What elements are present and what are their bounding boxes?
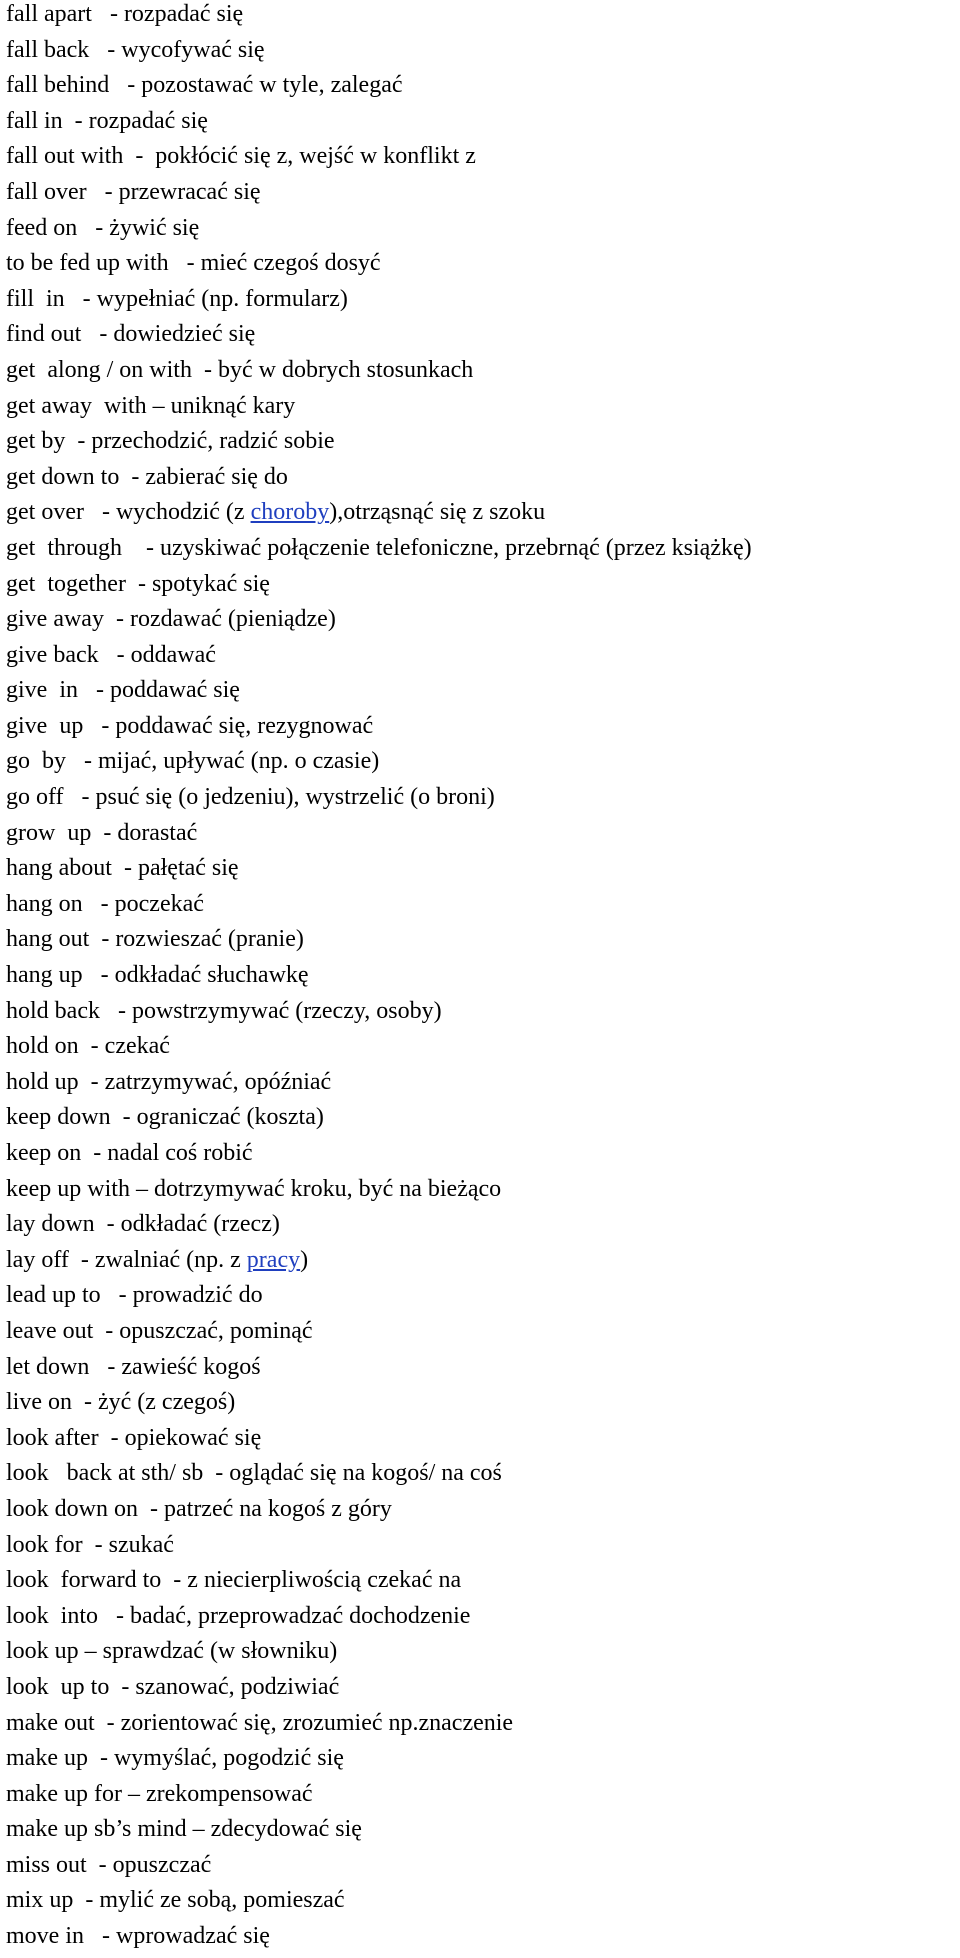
list-item [6, 570, 960, 606]
list-item [6, 463, 960, 499]
entry-text: mix up - mylić ze sobą, pomieszać [6, 1887, 345, 1914]
list-item [6, 71, 960, 107]
entry-text: look forward to - z niecierpliwością czekać na [6, 1567, 462, 1594]
list-item [6, 107, 960, 143]
list-item [6, 1709, 960, 1745]
list-item [6, 249, 960, 285]
entry-text: get by - przechodzić, radzić sobie [6, 428, 335, 455]
entry-text: let down - zawieść kogoś [6, 1353, 261, 1380]
list-item [6, 534, 960, 570]
entry-text-tail: ) [300, 1246, 309, 1273]
list-item [6, 498, 960, 534]
list-item [6, 1281, 960, 1317]
list-item [6, 676, 960, 712]
entry-text: miss out - opuszczać [6, 1851, 212, 1878]
list-item [6, 819, 960, 855]
entry-text: look up – sprawdzać (w słowniku) [6, 1638, 338, 1665]
entry-text: live on - żyć (z czegoś) [6, 1389, 236, 1416]
list-item [6, 356, 960, 392]
phrasal-verb-list [6, 0, 960, 1958]
entry-text: feed on - żywić się [6, 214, 200, 241]
list-item [6, 1815, 960, 1851]
list-item [6, 1459, 960, 1495]
list-item [6, 285, 960, 321]
list-item [6, 36, 960, 72]
list-item [6, 712, 960, 748]
entry-text: get along / on with - być w dobrych stosunkach [6, 356, 474, 383]
entry-text: look after - opiekować się [6, 1424, 262, 1451]
entry-text: hang out - rozwieszać (pranie) [6, 926, 304, 953]
entry-text: make up sb’s mind – zdecydować się [6, 1816, 362, 1843]
list-item [6, 142, 960, 178]
entry-text: get through - uzyskiwać połączenie telefoniczne, przebrnąć (przez książkę) [6, 534, 752, 561]
entry-text: fall out with - pokłócić się z, wejść w konflikt z [6, 143, 476, 170]
entry-text: hang up - odkładać słuchawkę [6, 962, 309, 989]
list-item [6, 1566, 960, 1602]
entry-text: look down on - patrzeć na kogoś z góry [6, 1495, 392, 1522]
list-item [6, 1317, 960, 1353]
entry-text: get down to - zabierać się do [6, 463, 288, 490]
entry-text: fall in - rozpadać się [6, 107, 208, 134]
entry-text: grow up - dorastać [6, 819, 198, 846]
list-item [6, 178, 960, 214]
list-item [6, 0, 960, 36]
entry-text: lead up to - prowadzić do [6, 1282, 263, 1309]
entry-text: fall over - przewracać się [6, 178, 261, 205]
entry-text: go by - mijać, upływać (np. o czasie) [6, 748, 380, 775]
list-item [6, 1424, 960, 1460]
entry-text: fall behind - pozostawać w tyle, zalegać [6, 72, 403, 99]
entry-text: hang on - poczekać [6, 890, 204, 917]
list-item [6, 1210, 960, 1246]
entry-text: lay off - zwalniać (np. z [6, 1246, 247, 1273]
list-item [6, 997, 960, 1033]
entry-text: get over - wychodzić (z [6, 499, 251, 526]
list-item [6, 392, 960, 428]
list-item [6, 214, 960, 250]
entry-text: give up - poddawać się, rezygnować [6, 712, 374, 739]
entry-text: to be fed up with - mieć czegoś dosyć [6, 250, 381, 277]
entry-text: give away - rozdawać (pieniądze) [6, 606, 336, 633]
list-item [6, 641, 960, 677]
list-item [6, 1139, 960, 1175]
entry-text: look up to - szanować, podziwiać [6, 1673, 340, 1700]
entry-text: get together - spotykać się [6, 570, 270, 597]
entry-text: find out - dowiedzieć się [6, 321, 256, 348]
entry-text: hang about - pałętać się [6, 855, 239, 882]
list-item [6, 1673, 960, 1709]
list-item [6, 961, 960, 997]
entry-text: make up for – zrekompensować [6, 1780, 313, 1807]
list-item [6, 1637, 960, 1673]
entry-text: keep on - nadal coś robić [6, 1140, 253, 1166]
entry-text: leave out - opuszczać, pominąć [6, 1317, 313, 1344]
entry-text: fall back - wycofywać się [6, 36, 265, 63]
entry-link[interactable]: choroby [250, 499, 330, 526]
entry-text: give back - oddawać [6, 641, 216, 668]
list-item [6, 1495, 960, 1531]
entry-text: fall apart - rozpadać się [6, 1, 244, 27]
list-item [6, 1103, 960, 1139]
list-item [6, 890, 960, 926]
entry-text: hold on - czekać [6, 1033, 170, 1060]
list-item [6, 605, 960, 641]
entry-text: look into - badać, przeprowadzać dochodzenie [6, 1602, 471, 1629]
list-item [6, 925, 960, 961]
entry-text: hold up - zatrzymywać, opóźniać [6, 1068, 332, 1095]
list-item [6, 1744, 960, 1780]
list-item [6, 854, 960, 890]
list-item [6, 1780, 960, 1816]
list-item [6, 747, 960, 783]
entry-text: move in - wprowadzać się [6, 1923, 270, 1950]
entry-text: make out - zorientować się, zrozumieć np.znaczenie [6, 1709, 514, 1736]
entry-text: lay down - odkładać (rzecz) [6, 1211, 280, 1238]
entry-link[interactable]: pracy [246, 1246, 301, 1273]
list-item [6, 320, 960, 356]
list-item [6, 1246, 960, 1282]
entry-text: get away with – uniknąć kary [6, 392, 296, 419]
list-item [6, 1388, 960, 1424]
entry-text: give in - poddawać się [6, 677, 240, 704]
list-item [6, 1602, 960, 1638]
list-item [6, 1353, 960, 1389]
entry-text: look back at sth/ sb - oglądać się na kogoś/ na coś [6, 1460, 502, 1487]
list-item [6, 1531, 960, 1567]
list-item [6, 783, 960, 819]
entry-text-tail: ),otrząsnąć się z szoku [329, 499, 546, 526]
entry-text: go off - psuć się (o jedzeniu), wystrzelić (o broni) [6, 784, 495, 811]
entry-text: make up - wymyślać, pogodzić się [6, 1745, 344, 1772]
list-item [6, 1886, 960, 1922]
entry-text: fill in - wypełniać (np. formularz) [6, 285, 348, 312]
list-item [6, 1851, 960, 1887]
list-item [6, 1032, 960, 1068]
list-item [6, 1922, 960, 1958]
list-item [6, 427, 960, 463]
entry-text: keep down - ograniczać (koszta) [6, 1104, 324, 1131]
list-item [6, 1068, 960, 1104]
entry-text: look for - szukać [6, 1531, 174, 1558]
entry-text: keep up with – dotrzymywać kroku, być na bieżąco [6, 1175, 502, 1202]
entry-text: hold back - powstrzymywać (rzeczy, osoby) [6, 997, 442, 1024]
list-item [6, 1175, 960, 1211]
